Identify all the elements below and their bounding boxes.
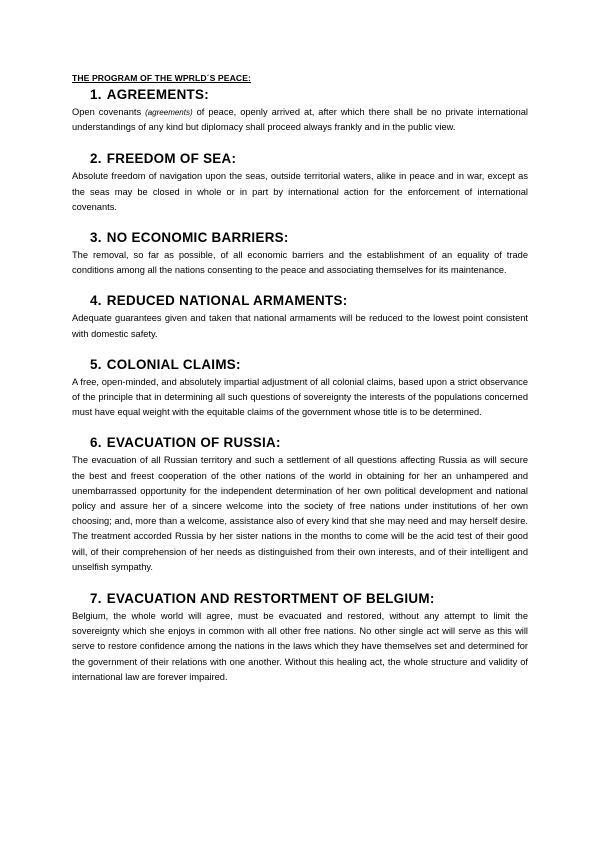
section-body: Absolute freedom of navigation upon the seas, outside territorial waters, alike in peace and in war, except as the seas may be closed in whole or in part by international action for the enforcement of international covenants. [72, 171, 528, 212]
section-reduced-armaments [72, 293, 528, 341]
section-number: 2. [90, 151, 102, 167]
section-no-economic-barriers [72, 230, 528, 278]
body-text: Open covenants [72, 107, 146, 117]
section-number: 1. [90, 87, 102, 102]
body-italic-text: (agreements) [145, 108, 193, 117]
section-evacuation-of-russia [72, 435, 528, 575]
section-heading [90, 151, 528, 166]
section-body: The removal, so far as possible, of all economic barriers and the establishment of an equality of trade conditions among all the nations consenting to the peace and associating themselves for its maintenance. [72, 250, 528, 276]
section-title: REDUCED NATIONAL ARMAMENTS: [106, 293, 348, 309]
section-title: AGREEMENTS: [106, 87, 210, 102]
section-body: A free, open-minded, and absolutely impartial adjustment of all colonial claims, based upon a strict observance of the principle that in determining all such questions of sovereignty the interests of the populations concerned must have equal weight with the equitable claims of the government whose title is to be determined. [72, 376, 528, 418]
section-agreements [72, 87, 528, 135]
section-heading [90, 435, 528, 450]
section-title: NO ECONOMIC BARRIERS: [106, 230, 289, 246]
section-body [72, 105, 528, 135]
body-text: of peace, openly arrived at, after which there shall be no private international understandings of any kind but diplomacy shall proceed always frankly and in the public view. [72, 107, 528, 133]
section-colonial-claims [72, 357, 528, 421]
section-number: 6. [90, 435, 102, 451]
section-number: 7. [90, 591, 102, 607]
section-body: The evacuation of all Russian territory and such a settlement of all questions affecting Russia as will secure the best and freest cooperation of the other nations of the world in obtaining for her an unhampered and unembarrassed opportunity for the independent determination of her own political development and national policy and assure her of a sincere welcome into the society of free nations under institutions of her own choosing; and, more than a welcome, assistance also of every kind that she may need and may herself desire. The treatment accorded Russia by her sister nations in the months to come will be the acid test of their good will, of their comprehension of her needs as distinguished from their own interests, and of their intelligent and unselfish sympathy. [72, 455, 528, 572]
section-title: FREEDOM OF SEA: [106, 151, 237, 167]
document-page [72, 73, 528, 685]
section-heading [90, 293, 528, 308]
section-heading [90, 87, 528, 102]
document-title: THE PROGRAM OF THE WPRLD´S PEACE: [72, 73, 251, 83]
section-title: COLONIAL CLAIMS: [106, 356, 241, 372]
section-title: EVACUATION AND RESTORTMENT OF BELGIUM: [106, 591, 435, 607]
section-body: Belgium, the whole world will agree, must be evacuated and restored, without any attempt to limit the sovereignty which she enjoys in common with all other free nations. No other single act will serve as this will serve to restore confidence among the nations in the laws which they have themselves set and determined for the government of their relations with one another. Without this healing act, the whole structure and validity of international law are forever impaired. [72, 611, 528, 682]
section-number: 5. [90, 356, 102, 372]
section-heading [90, 357, 528, 372]
section-title: EVACUATION OF RUSSIA: [106, 435, 281, 451]
section-heading [90, 230, 528, 245]
section-freedom-of-sea [72, 151, 528, 215]
section-body: Adequate guarantees given and taken that national armaments will be reduced to the lowest point consistent with domestic safety. [72, 313, 528, 339]
section-number: 3. [90, 230, 102, 246]
section-number: 4. [90, 293, 102, 309]
section-evacuation-of-belgium [72, 591, 528, 685]
section-heading [90, 591, 528, 606]
